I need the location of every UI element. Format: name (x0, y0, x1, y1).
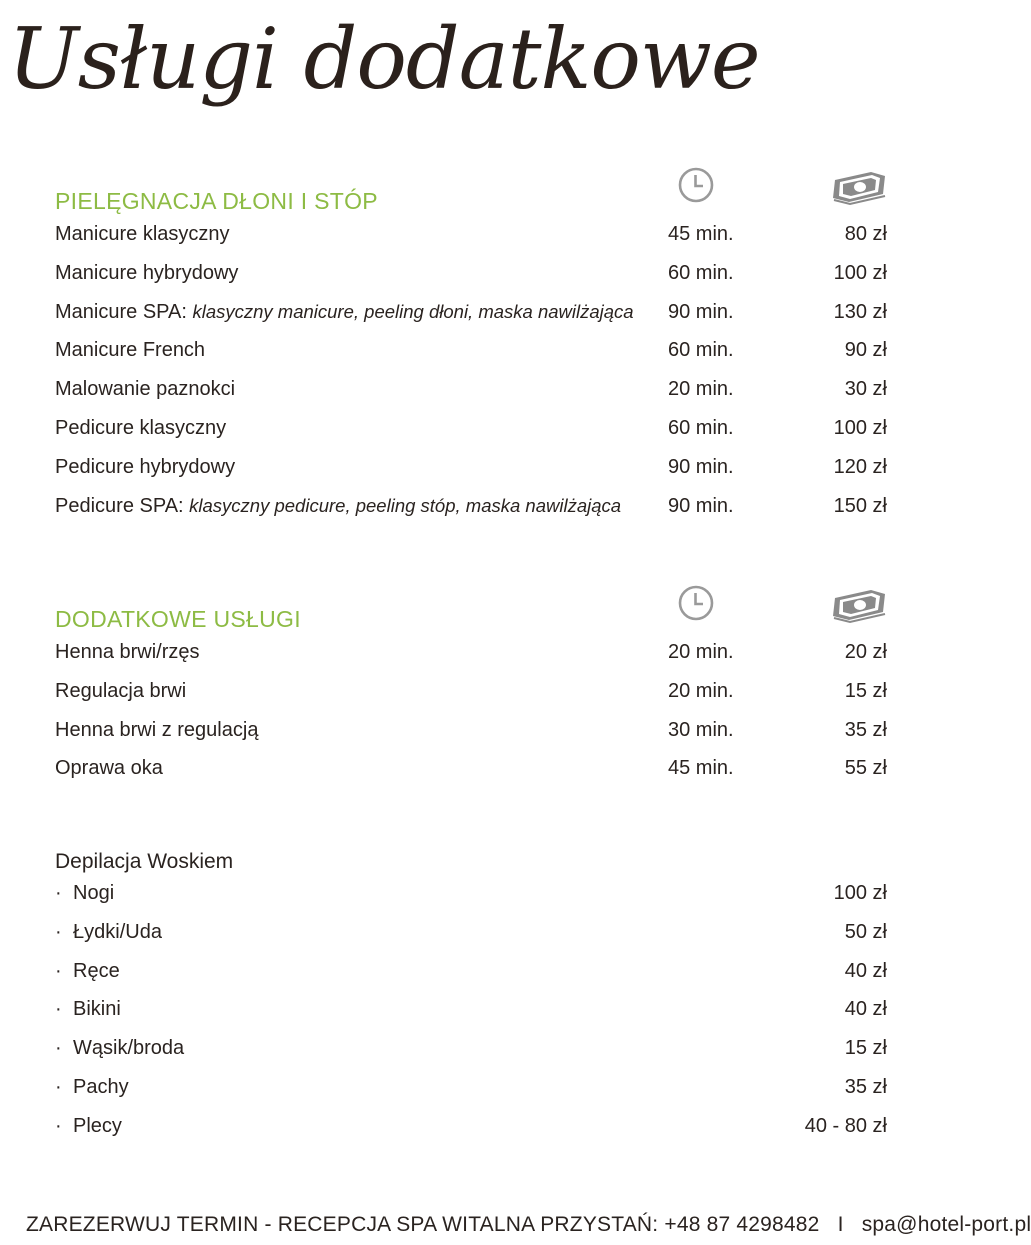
service-price: 100 zł (833, 416, 887, 439)
section-header (55, 176, 887, 215)
bullet: · (55, 959, 62, 982)
service-price: 15 zł (844, 679, 887, 702)
service-name: Malowanie paznokci (55, 378, 236, 401)
bullet: · (55, 1114, 62, 1137)
service-name: Oprawa oka (55, 757, 163, 780)
service-duration: 90 min. (668, 300, 734, 323)
service-row (55, 448, 887, 487)
service-duration: 60 min. (668, 339, 734, 362)
service-price: 55 zł (844, 757, 887, 780)
footer-phone[interactable]: +48 87 4298482 (664, 1213, 820, 1236)
footer-separator: I (837, 1213, 844, 1236)
service-price: 40 zł (844, 959, 887, 982)
service-name: · Bikini (55, 990, 121, 1029)
service-duration: 90 min. (668, 455, 734, 478)
service-price: 15 zł (844, 1037, 887, 1060)
page-title: Usługi dodatkowe (8, 10, 760, 108)
service-price: 150 zł (833, 494, 887, 517)
footer-email[interactable]: spa@hotel-port.pl (861, 1213, 1031, 1236)
section-waxing (55, 835, 887, 1146)
service-price: 120 zł (833, 455, 887, 478)
service-name: Pedicure SPA: klasyczny pedicure, peeling stóp, maska nawilżająca (55, 494, 622, 517)
service-row (55, 672, 887, 711)
section-header (55, 594, 887, 633)
service-row (55, 952, 887, 991)
service-duration: 60 min. (668, 416, 734, 439)
service-duration: 45 min. (668, 757, 734, 780)
bullet: · (55, 882, 62, 904)
section-header (55, 835, 887, 874)
service-row (55, 990, 887, 1029)
service-row (55, 370, 887, 409)
service-price: 100 zł (833, 261, 887, 284)
bullet: · (55, 1037, 62, 1060)
service-price: 20 zł (844, 641, 887, 663)
service-price: 90 zł (844, 339, 887, 362)
section-additional-services (55, 594, 887, 788)
service-name: Pedicure hybrydowy (55, 455, 236, 478)
service-name: Pedicure klasyczny (55, 416, 227, 439)
service-price: 30 zł (844, 378, 887, 401)
clock-icon (677, 584, 715, 622)
service-row (55, 254, 887, 293)
money-icon (831, 170, 887, 204)
service-duration: 90 min. (668, 494, 734, 517)
service-row (55, 293, 887, 332)
service-price: 80 zł (844, 223, 887, 245)
service-description: klasyczny pedicure, peeling stóp, maska nawilżająca (189, 494, 622, 516)
service-name: · Pachy (55, 1068, 129, 1107)
service-name: · Plecy (55, 1107, 122, 1146)
service-name: · Ręce (55, 952, 120, 991)
bullet: · (55, 920, 62, 943)
service-price: 40 zł (844, 998, 887, 1021)
section-title: Depilacja Woskiem (55, 850, 234, 873)
service-row (55, 409, 887, 448)
service-row (55, 1068, 887, 1107)
service-name: Manicure French (55, 339, 206, 362)
section-title: PIELĘGNACJA DŁONI I STÓP (55, 188, 378, 214)
service-duration: 20 min. (668, 641, 734, 663)
bullet: · (55, 998, 62, 1021)
service-name: · Nogi (55, 874, 114, 913)
money-icon (831, 588, 887, 622)
service-name: Henna brwi z regulacją (55, 718, 259, 741)
service-row (55, 913, 887, 952)
bullet: · (55, 1075, 62, 1098)
footer-contact (26, 1213, 1031, 1237)
service-price: 50 zł (844, 920, 887, 943)
service-row (55, 874, 887, 913)
service-duration: 20 min. (668, 679, 734, 702)
service-name: Henna brwi/rzęs (55, 641, 200, 663)
service-row (55, 633, 887, 672)
section-title: DODATKOWE USŁUGI (55, 606, 301, 632)
section-hand-foot-care (55, 176, 887, 525)
service-row (55, 1107, 887, 1146)
service-row (55, 711, 887, 750)
service-name: Manicure SPA: klasyczny manicure, peeling dłoni, maska nawilżająca (55, 300, 634, 323)
service-price: 130 zł (833, 300, 887, 323)
service-price: 40 - 80 zł (804, 1114, 887, 1137)
service-name: Regulacja brwi (55, 679, 187, 702)
service-description: klasyczny manicure, peeling dłoni, maska nawilżająca (192, 300, 634, 322)
service-name: Manicure hybrydowy (55, 261, 239, 284)
service-row (55, 215, 887, 254)
service-duration: 30 min. (668, 718, 734, 741)
service-price: 35 zł (844, 718, 887, 741)
service-name: · Łydki/Uda (55, 913, 162, 952)
service-row (55, 331, 887, 370)
service-duration: 45 min. (668, 223, 734, 245)
service-duration: 60 min. (668, 261, 734, 284)
service-price: 35 zł (844, 1075, 887, 1098)
clock-icon (677, 166, 715, 204)
service-duration: 20 min. (668, 378, 734, 401)
service-row (55, 1029, 887, 1068)
service-row (55, 749, 887, 788)
service-name: Manicure klasyczny (55, 223, 230, 245)
service-row (55, 487, 887, 526)
footer-label: ZAREZERWUJ TERMIN - RECEPCJA SPA WITALNA PRZYSTAŃ: (26, 1213, 659, 1236)
service-name: · Wąsik/broda (55, 1029, 184, 1068)
service-price: 100 zł (833, 882, 887, 904)
